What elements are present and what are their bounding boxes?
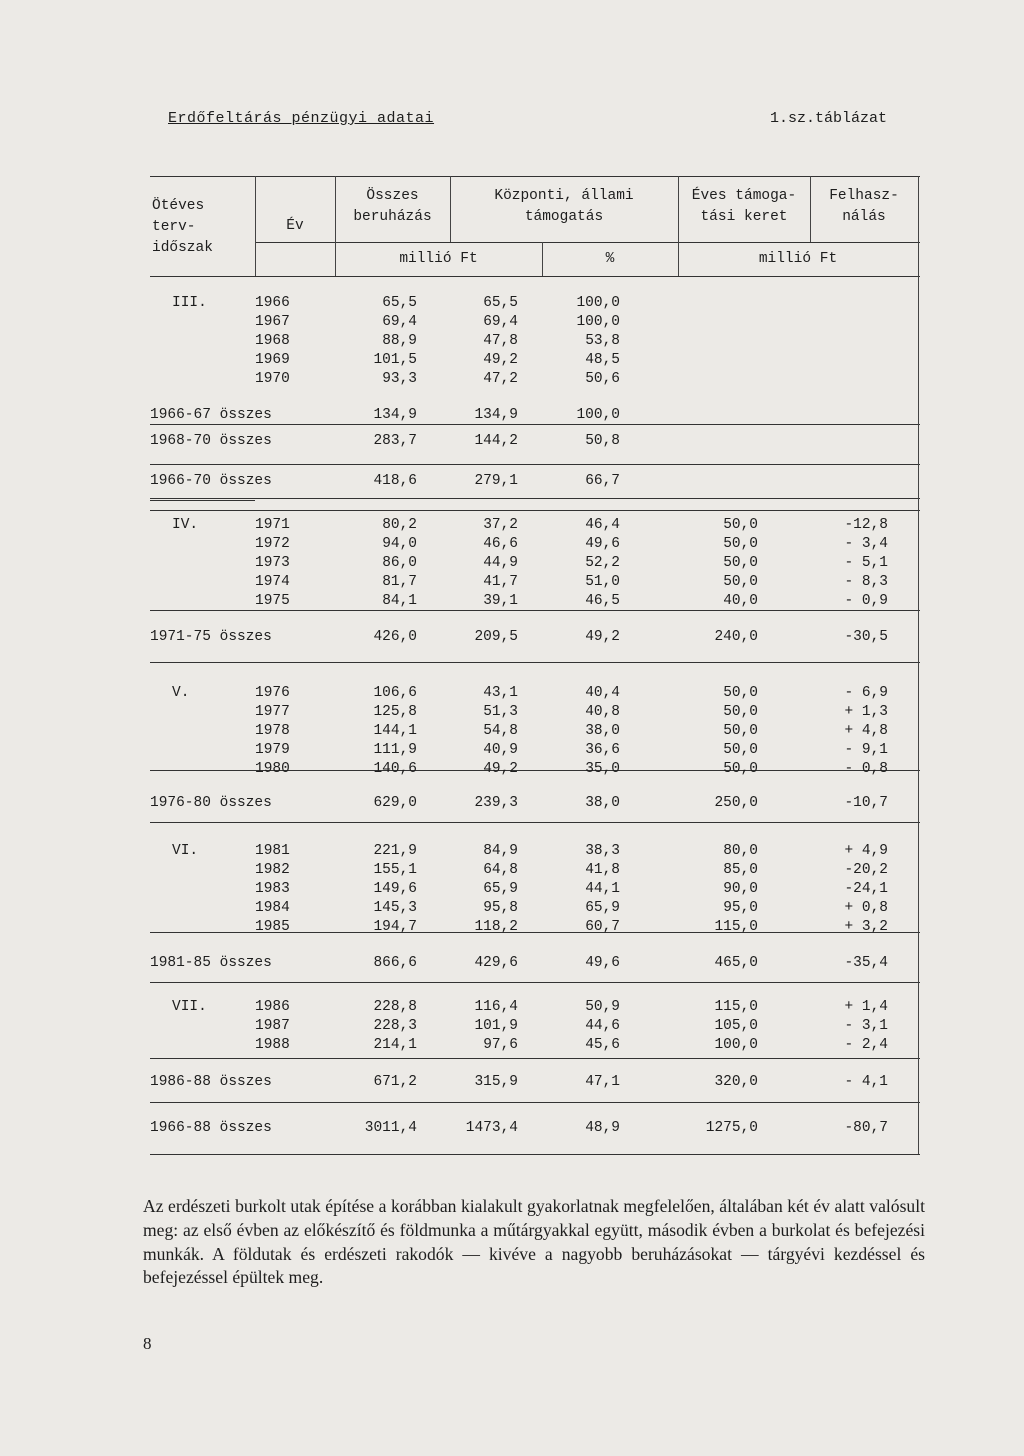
annual-frame-cell: 100,0 (714, 1037, 758, 1053)
table-bottom-rule (150, 1154, 920, 1155)
central-support-cell: 47,8 (483, 333, 518, 349)
usage-cell: + 3,2 (844, 919, 888, 935)
total-investment-cell: 144,1 (373, 723, 417, 739)
usage-cell: + 1,4 (844, 999, 888, 1015)
sum-annual-frame: 1275,0 (705, 1120, 758, 1136)
page-number: 8 (143, 1334, 152, 1353)
total-investment-cell: 194,7 (373, 919, 417, 935)
total-investment-cell: 80,2 (382, 517, 417, 533)
percent-cell: 40,8 (585, 704, 620, 720)
usage-cell: - 6,9 (844, 685, 888, 701)
total-investment-cell: 125,8 (373, 704, 417, 720)
usage-cell: -24,1 (844, 881, 888, 897)
sum-central-support: 239,3 (474, 795, 518, 811)
header-bottom-rule (150, 276, 920, 277)
sum-annual-frame: 320,0 (714, 1074, 758, 1090)
annual-frame-cell: 50,0 (723, 536, 758, 552)
year-cell: 1982 (255, 862, 290, 878)
header-usage: Felhasz- nálás (829, 188, 899, 225)
year-cell: 1972 (255, 536, 290, 552)
year-cell: 1975 (255, 593, 290, 609)
percent-cell: 40,4 (585, 685, 620, 701)
usage-cell: - 3,4 (844, 536, 888, 552)
annual-frame-cell: 50,0 (723, 704, 758, 720)
sum-percent: 49,2 (585, 629, 620, 645)
usage-cell: - 8,3 (844, 574, 888, 590)
year-cell: 1987 (255, 1018, 290, 1034)
sum-total-investment: 134,9 (373, 407, 417, 423)
header-central-support: Központi, állami támogatás (494, 188, 634, 225)
usage-cell: - 0,8 (844, 761, 888, 777)
sum-central-support: 315,9 (474, 1074, 518, 1090)
total-investment-cell: 228,3 (373, 1018, 417, 1034)
rule-after-iv-sum (150, 662, 920, 663)
total-investment-cell: 65,5 (382, 295, 417, 311)
annual-frame-cell: 115,0 (714, 919, 758, 935)
central-support-cell: 49,2 (483, 761, 518, 777)
rule-total-iii-top (150, 498, 920, 499)
central-support-cell: 54,8 (483, 723, 518, 739)
central-support-cell: 41,7 (483, 574, 518, 590)
percent-cell: 45,6 (585, 1037, 620, 1053)
central-support-cell: 49,2 (483, 352, 518, 368)
central-support-cell: 65,5 (483, 295, 518, 311)
year-cell: 1977 (255, 704, 290, 720)
usage-cell: -20,2 (844, 862, 888, 878)
sum-total-investment: 866,6 (373, 955, 417, 971)
sum-annual-frame: 250,0 (714, 795, 758, 811)
rule-short (150, 500, 255, 501)
sum-usage: -35,4 (844, 955, 888, 971)
year-cell: 1970 (255, 371, 290, 387)
percent-cell: 46,4 (585, 517, 620, 533)
central-support-cell: 97,6 (483, 1037, 518, 1053)
annual-frame-cell: 85,0 (723, 862, 758, 878)
central-support-cell: 44,9 (483, 555, 518, 571)
sum-central-support: 1473,4 (465, 1120, 518, 1136)
central-support-cell: 64,8 (483, 862, 518, 878)
sum-label: 1966-67 összes (150, 407, 272, 423)
total-investment-cell: 101,5 (373, 352, 417, 368)
percent-cell: 38,3 (585, 843, 620, 859)
usage-cell: - 2,4 (844, 1037, 888, 1053)
header-unit-million-ft: millió Ft (399, 251, 478, 267)
central-support-cell: 101,9 (474, 1018, 518, 1034)
rule-before-vii-sum (150, 1058, 920, 1059)
sum-label: 1966-88 összes (150, 1120, 272, 1136)
header-unit-percent: % (605, 251, 615, 267)
annual-frame-cell: 40,0 (723, 593, 758, 609)
rule-after-vi-sum (150, 982, 920, 983)
sum-total-investment: 671,2 (373, 1074, 417, 1090)
annual-frame-cell: 50,0 (723, 574, 758, 590)
total-investment-cell: 93,3 (382, 371, 417, 387)
central-support-cell: 51,3 (483, 704, 518, 720)
year-cell: 1966 (255, 295, 290, 311)
annual-frame-cell: 50,0 (723, 685, 758, 701)
year-cell: 1988 (255, 1037, 290, 1053)
total-investment-cell: 145,3 (373, 900, 417, 916)
central-support-cell: 118,2 (474, 919, 518, 935)
sum-central-support: 429,6 (474, 955, 518, 971)
sum-total-investment: 283,7 (373, 433, 417, 449)
sum-usage: -80,7 (844, 1120, 888, 1136)
central-support-cell: 37,2 (483, 517, 518, 533)
sum-annual-frame: 465,0 (714, 955, 758, 971)
annual-frame-cell: 90,0 (723, 881, 758, 897)
percent-cell: 51,0 (585, 574, 620, 590)
usage-cell: -12,8 (844, 517, 888, 533)
sum-label: 1976-80 összes (150, 795, 272, 811)
sum-label: 1966-70 összes (150, 473, 272, 489)
annual-frame-cell: 95,0 (723, 900, 758, 916)
percent-cell: 38,0 (585, 723, 620, 739)
percent-cell: 52,2 (585, 555, 620, 571)
total-investment-cell: 228,8 (373, 999, 417, 1015)
header-unit-rule (255, 242, 920, 243)
total-investment-cell: 69,4 (382, 314, 417, 330)
sum-central-support: 134,9 (474, 407, 518, 423)
sum-percent: 38,0 (585, 795, 620, 811)
total-investment-cell: 214,1 (373, 1037, 417, 1053)
central-support-cell: 84,9 (483, 843, 518, 859)
sum-total-investment: 426,0 (373, 629, 417, 645)
percent-cell: 48,5 (585, 352, 620, 368)
period-label: VII. (172, 999, 207, 1015)
total-investment-cell: 111,9 (373, 742, 417, 758)
year-cell: 1979 (255, 742, 290, 758)
rule-after-vii-sum (150, 1102, 920, 1103)
central-support-cell: 65,9 (483, 881, 518, 897)
sum-total-investment: 418,6 (373, 473, 417, 489)
year-cell: 1973 (255, 555, 290, 571)
period-label: V. (172, 685, 190, 701)
central-support-cell: 40,9 (483, 742, 518, 758)
usage-cell: - 0,9 (844, 593, 888, 609)
sum-total-investment: 629,0 (373, 795, 417, 811)
percent-cell: 49,6 (585, 536, 620, 552)
table-title-text: Erdőfeltárás pénzügyi adatai (168, 110, 435, 127)
annual-frame-cell: 50,0 (723, 742, 758, 758)
rule-after-subtotals (150, 510, 920, 511)
percent-cell: 100,0 (576, 295, 620, 311)
rule-after-subtotal-1 (150, 464, 920, 465)
sum-percent: 66,7 (585, 473, 620, 489)
sum-label: 1968-70 összes (150, 433, 272, 449)
table-number-label: 1.sz.táblázat (770, 110, 888, 127)
total-investment-cell: 88,9 (382, 333, 417, 349)
sum-percent: 50,8 (585, 433, 620, 449)
table-right-border (918, 176, 919, 1154)
usage-cell: + 0,8 (844, 900, 888, 916)
sum-usage: -10,7 (844, 795, 888, 811)
rule-after-v-sum (150, 822, 920, 823)
sum-usage: - 4,1 (844, 1074, 888, 1090)
sum-percent: 48,9 (585, 1120, 620, 1136)
year-cell: 1981 (255, 843, 290, 859)
header-period: Ötéves terv- időszak (152, 198, 213, 256)
sum-central-support: 144,2 (474, 433, 518, 449)
central-support-cell: 39,1 (483, 593, 518, 609)
central-support-cell: 47,2 (483, 371, 518, 387)
usage-cell: + 1,3 (844, 704, 888, 720)
sum-percent: 47,1 (585, 1074, 620, 1090)
header-annual-frame: Éves támoga- tási keret (691, 188, 797, 225)
year-cell: 1985 (255, 919, 290, 935)
usage-cell: - 9,1 (844, 742, 888, 758)
percent-cell: 65,9 (585, 900, 620, 916)
central-support-cell: 43,1 (483, 685, 518, 701)
total-investment-cell: 106,6 (373, 685, 417, 701)
percent-cell: 46,5 (585, 593, 620, 609)
total-investment-cell: 81,7 (382, 574, 417, 590)
percent-cell: 36,6 (585, 742, 620, 758)
period-label: IV. (172, 517, 199, 533)
year-cell: 1983 (255, 881, 290, 897)
usage-cell: + 4,8 (844, 723, 888, 739)
percent-cell: 44,1 (585, 881, 620, 897)
year-cell: 1969 (255, 352, 290, 368)
central-support-cell: 116,4 (474, 999, 518, 1015)
sum-central-support: 209,5 (474, 629, 518, 645)
total-investment-cell: 86,0 (382, 555, 417, 571)
central-support-cell: 95,8 (483, 900, 518, 916)
percent-cell: 44,6 (585, 1018, 620, 1034)
sum-percent: 100,0 (576, 407, 620, 423)
percent-cell: 50,6 (585, 371, 620, 387)
sum-percent: 49,6 (585, 955, 620, 971)
percent-cell: 35,0 (585, 761, 620, 777)
total-investment-cell: 94,0 (382, 536, 417, 552)
total-investment-cell: 149,6 (373, 881, 417, 897)
header-unit-million-ft-2: millió Ft (758, 251, 838, 267)
sum-total-investment: 3011,4 (364, 1120, 417, 1136)
percent-cell: 53,8 (585, 333, 620, 349)
total-investment-cell: 221,9 (373, 843, 417, 859)
total-investment-cell: 140,6 (373, 761, 417, 777)
year-cell: 1978 (255, 723, 290, 739)
sum-annual-frame: 240,0 (714, 629, 758, 645)
annual-frame-cell: 50,0 (723, 517, 758, 533)
year-cell: 1968 (255, 333, 290, 349)
year-cell: 1986 (255, 999, 290, 1015)
usage-cell: + 4,9 (844, 843, 888, 859)
table-top-rule (150, 176, 920, 177)
sum-usage: -30,5 (844, 629, 888, 645)
year-cell: 1974 (255, 574, 290, 590)
percent-cell: 41,8 (585, 862, 620, 878)
sum-label: 1971-75 összes (150, 629, 272, 645)
year-cell: 1967 (255, 314, 290, 330)
annual-frame-cell: 50,0 (723, 761, 758, 777)
year-cell: 1984 (255, 900, 290, 916)
financial-data-table (150, 176, 920, 1156)
period-label: VI. (172, 843, 199, 859)
annual-frame-cell: 80,0 (723, 843, 758, 859)
percent-cell: 60,7 (585, 919, 620, 935)
annual-frame-cell: 50,0 (723, 555, 758, 571)
sum-label: 1981-85 összes (150, 955, 272, 971)
table-title (168, 110, 434, 127)
central-support-cell: 46,6 (483, 536, 518, 552)
annual-frame-cell: 50,0 (723, 723, 758, 739)
header-year: Év (286, 218, 304, 234)
central-support-cell: 69,4 (483, 314, 518, 330)
total-investment-cell: 84,1 (382, 593, 417, 609)
percent-cell: 50,9 (585, 999, 620, 1015)
header-total-investment: Összes beruházás (353, 188, 432, 225)
sum-central-support: 279,1 (474, 473, 518, 489)
annual-frame-cell: 115,0 (714, 999, 758, 1015)
body-paragraph: Az erdészeti burkolt utak építése a korábban kialakult gyakorlatnak megfelelően, általában két év alatt valósult meg: az első évben az előkészítő és földmunka a műtárgyakkal együtt, második évben a burkolat és befejezési munkák. A földutak és erdészeti rakodók — kivéve a nagyobb beruházásokat — tárgyévi kezdéssel és befejezéssel épültek meg. (143, 1196, 925, 1288)
sum-label: 1986-88 összes (150, 1074, 272, 1090)
annual-frame-cell: 105,0 (714, 1018, 758, 1034)
year-cell: 1976 (255, 685, 290, 701)
year-cell: 1971 (255, 517, 290, 533)
period-label: III. (172, 295, 207, 311)
usage-cell: - 5,1 (844, 555, 888, 571)
total-investment-cell: 155,1 (373, 862, 417, 878)
usage-cell: - 3,1 (844, 1018, 888, 1034)
year-cell: 1980 (255, 761, 290, 777)
percent-cell: 100,0 (576, 314, 620, 330)
